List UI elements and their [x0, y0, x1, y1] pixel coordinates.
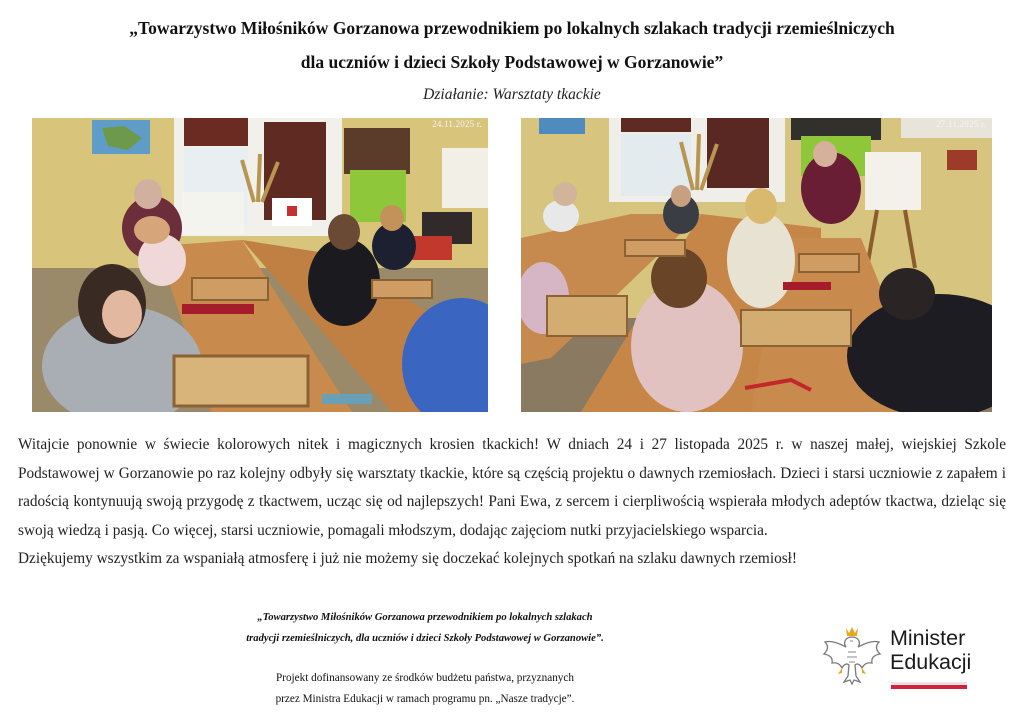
ministry-logo-line-1: Minister — [890, 626, 966, 650]
project-title-line-2: tradycji rzemieślniczych, dla uczniów i dzieci Szkoły Podstawowej w Gorzanowie”. — [246, 633, 604, 644]
ministry-logo-text — [890, 626, 971, 674]
project-title-line-1: „Towarzystwo Miłośników Gorzanowa przewodnikiem po lokalnych szlakach — [257, 612, 593, 623]
funding-note — [200, 668, 650, 710]
article-body — [18, 431, 1006, 574]
article-closing: Dziękujemy wszystkim za wspaniałą atmosferę i już nie możemy się doczekać kolejnych spotkań na szlaku dawnych rzemiosł! — [18, 550, 798, 567]
funding-note-line-1: Projekt dofinansowany ze środków budżetu państwa, przyznanych — [276, 672, 574, 684]
flag-bar — [891, 682, 967, 688]
polish-eagle-icon — [820, 624, 884, 690]
page-title-line-1: „Towarzystwo Miłośników Gorzanowa przewodnikiem po lokalnych szlakach tradycji rzemieślniczych — [129, 18, 895, 38]
article-paragraph: Witajcie ponownie w świecie kolorowych nitek i magicznych krosien tkackich! W dniach 24 i 27 listopada 2025 r. w naszej małej, wiejskiej Szkole Podstawowej w Gorzanowie po raz kolejny odbyły się warsztaty tkackie, które są częścią projektu o dawnych rzemiosłach. Dzieci i starsi uczniowie z zapałem i radością kontynuują swoją przygodę z tkactwem, ucząc się od najlepszych! Pani Ewa, z sercem i cierpliwością wspierała młodych adeptów tkactwa, dzieląc się swoją wiedzą i pasją. Co więcej, starsi uczniowie, pomagali młodszym, dodając zajęciom nutki przyjacielskiego wsparcia. — [18, 436, 1006, 539]
project-title — [200, 607, 650, 649]
page-subtitle: Działanie: Warsztaty tkackie — [423, 86, 601, 103]
page-title-line-2: dla uczniów i dzieci Szkoły Podstawowej w Gorzanowie” — [300, 52, 724, 72]
ministry-logo — [820, 624, 980, 692]
photo-date-stamp: 27.11.2025 r. — [936, 119, 986, 129]
funding-note-line-2: przez Ministra Edukacji w ramach programu pn. „Nasze tradycje”. — [275, 693, 575, 705]
workshop-photo-right-image — [521, 118, 992, 412]
workshop-photo-right — [521, 118, 992, 412]
workshop-photo-left-image — [32, 118, 488, 412]
photo-date-stamp: 24.11.2025 r. — [432, 119, 482, 129]
workshop-photo-left — [32, 118, 488, 412]
ministry-logo-line-2: Edukacji — [890, 650, 972, 674]
flag-bar-red — [891, 685, 967, 689]
